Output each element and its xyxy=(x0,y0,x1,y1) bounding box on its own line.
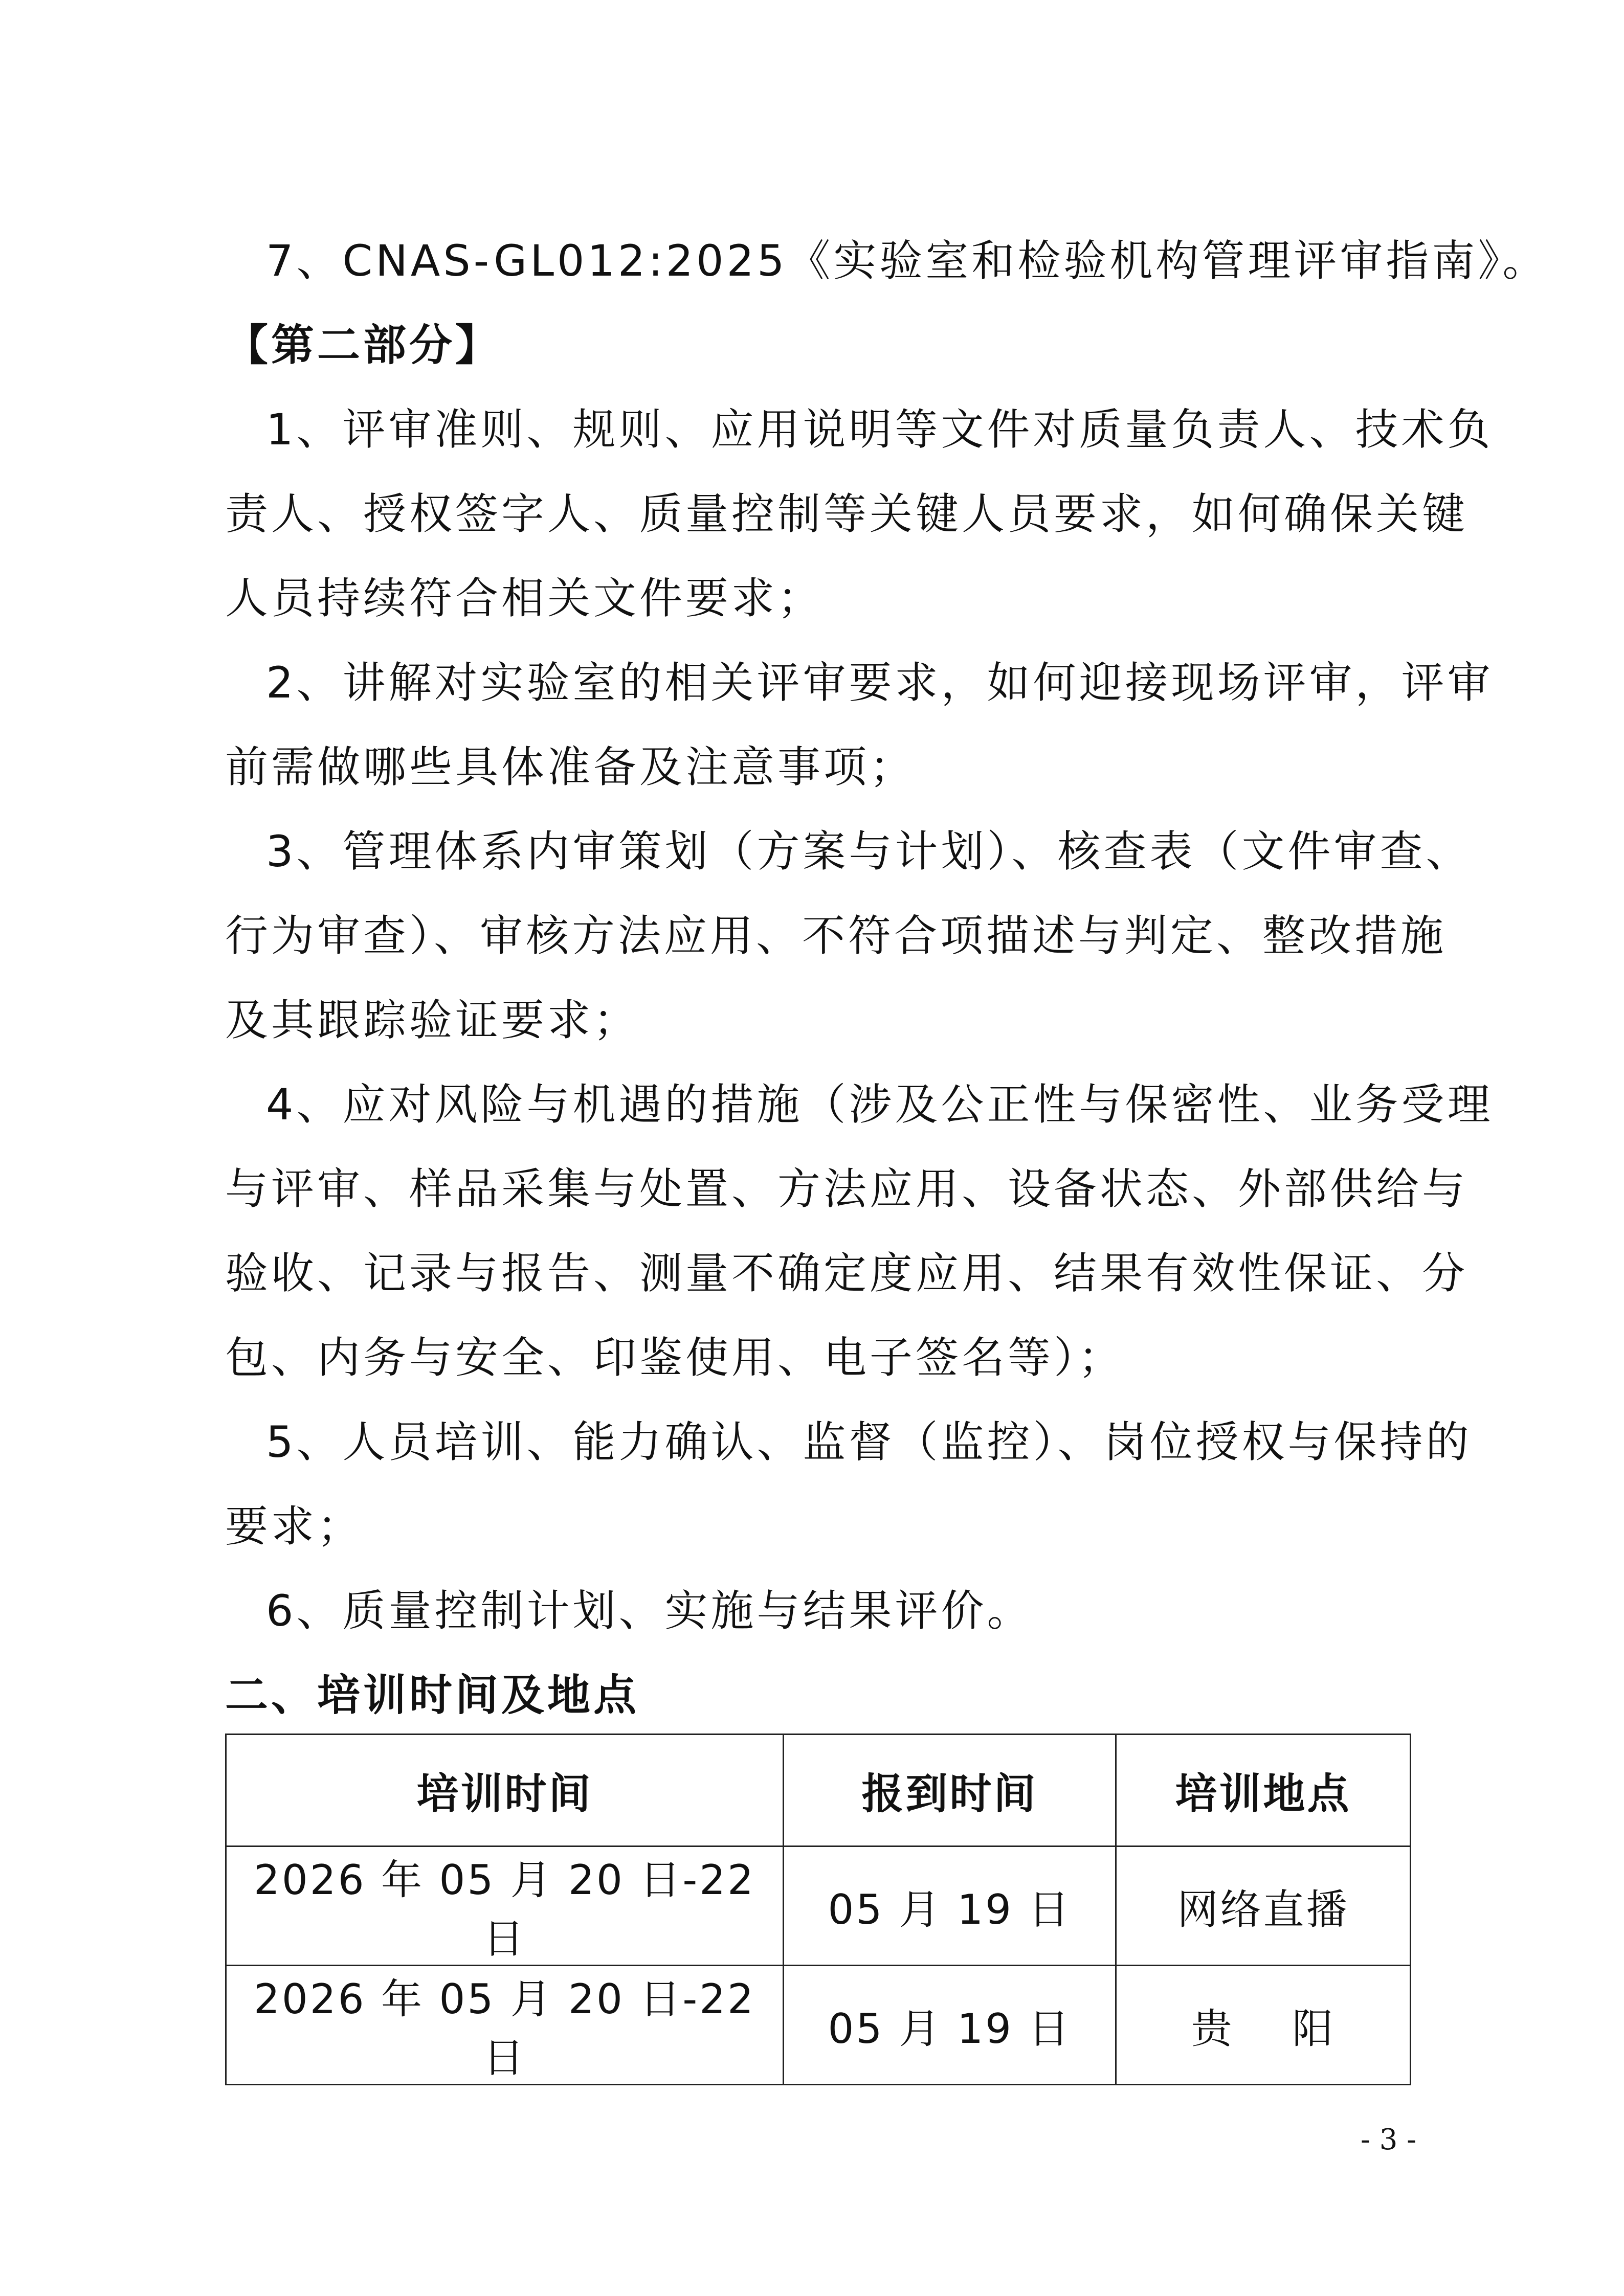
item-3-line-1: 3、管理体系内审策划（方案与计划）、核查表（文件审查、 xyxy=(266,826,1472,876)
item-2-line-1: 2、讲解对实验室的相关评审要求，如何迎接现场评审，评审 xyxy=(266,658,1494,708)
cell-training-location: 网络直播 xyxy=(1116,1847,1411,1966)
item-1-line-1: 1、评审准则、规则、应用说明等文件对质量负责人、技术负 xyxy=(266,404,1494,455)
header-training-time: 培训时间 xyxy=(226,1735,784,1847)
item-4-line-2: 与评审、样品采集与处置、方法应用、设备状态、外部供给与 xyxy=(225,1164,1469,1214)
item-3-line-3: 及其跟踪验证要求； xyxy=(225,995,640,1045)
reference-item-7: 7、CNAS-GL012:2025《实验室和检验机构管理评审指南》。 xyxy=(266,236,1549,286)
item-1-line-3: 人员持续符合相关文件要求； xyxy=(225,573,824,623)
page-number: - 3 - xyxy=(1361,2123,1417,2156)
item-4-line-4: 包、内务与安全、印鉴使用、电子签名等）； xyxy=(225,1333,1125,1383)
cell-training-location: 贵 阳 xyxy=(1116,1966,1411,2085)
cell-check-in-time: 05 月 19 日 xyxy=(784,1847,1116,1966)
training-schedule-table xyxy=(225,1734,1410,2085)
cell-check-in-time: 05 月 19 日 xyxy=(784,1966,1116,2085)
section-heading-part-two: 【第二部分】 xyxy=(225,320,502,370)
item-2-line-2: 前需做哪些具体准备及注意事项； xyxy=(225,742,916,792)
table-header-row xyxy=(226,1735,1411,1847)
header-training-location: 培训地点 xyxy=(1116,1735,1411,1847)
table-row xyxy=(226,1847,1411,1966)
item-5-line-2: 要求； xyxy=(225,1501,364,1551)
item-4-line-1: 4、应对风险与机遇的措施（涉及公正性与保密性、业务受理 xyxy=(266,1079,1494,1130)
item-6: 6、质量控制计划、实施与结果评价。 xyxy=(266,1586,1033,1636)
header-check-in-time: 报到时间 xyxy=(784,1735,1116,1847)
item-3-line-2: 行为审查）、审核方法应用、不符合项描述与判定、整改措施 xyxy=(225,911,1447,961)
cell-training-time: 2026 年 05 月 20 日-22 日 xyxy=(226,1966,784,2085)
table-row xyxy=(226,1966,1411,2085)
item-4-line-3: 验收、记录与报告、测量不确定度应用、结果有效性保证、分 xyxy=(225,1248,1469,1298)
item-5-line-1: 5、人员培训、能力确认、监督（监控）、岗位授权与保持的 xyxy=(266,1417,1472,1467)
cell-training-time: 2026 年 05 月 20 日-22 日 xyxy=(226,1847,784,1966)
section-heading-training-time-location: 二、培训时间及地点 xyxy=(225,1670,640,1720)
item-1-line-2: 责人、授权签字人、质量控制等关键人员要求，如何确保关键 xyxy=(225,489,1469,539)
